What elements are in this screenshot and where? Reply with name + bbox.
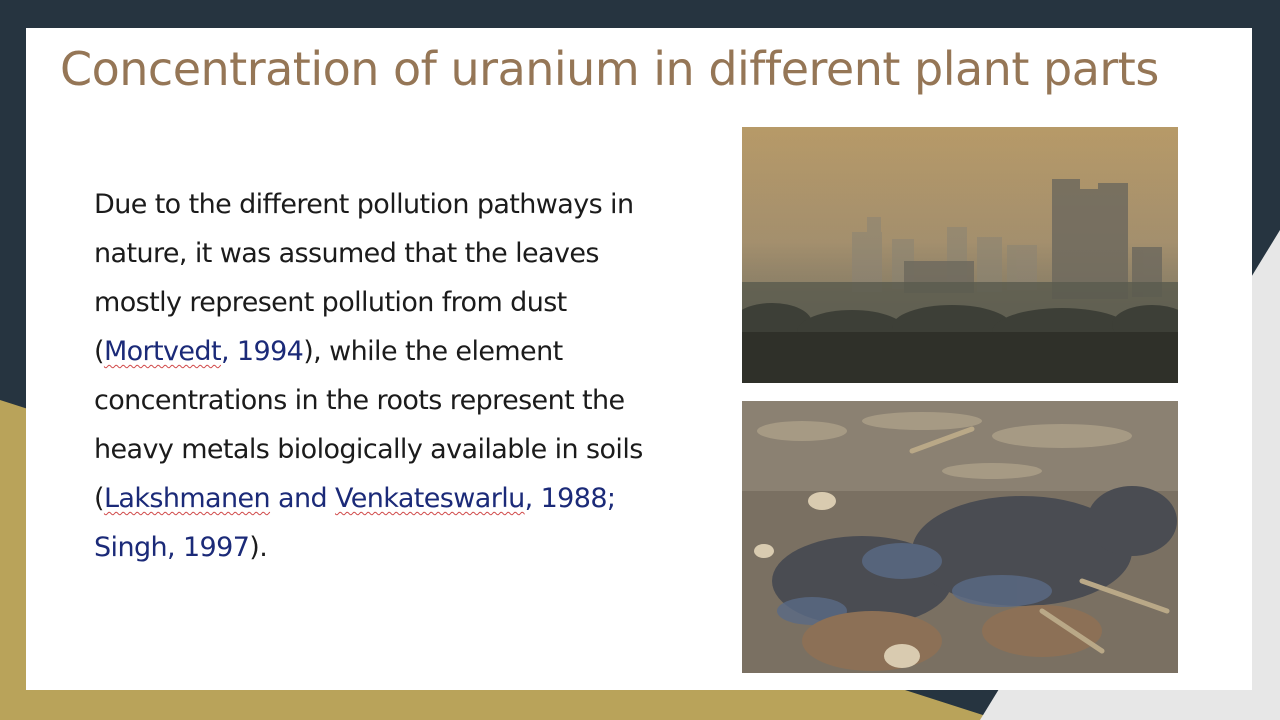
burnt-debris-image [742, 401, 1178, 673]
citation-lakshmanen[interactable]: Lakshmanen [103, 483, 271, 514]
slide-body-text [94, 180, 694, 572]
citation-and[interactable]: and [270, 483, 335, 514]
citation-mortvedt[interactable]: Mortvedt [103, 336, 221, 367]
citation-years[interactable]: , 1988; Singh, 1997 [94, 483, 616, 563]
citation-venkateswarlu[interactable]: Venkateswarlu [335, 483, 525, 514]
body-text-part2: ), while the element concentrations in the roots represent the heavy metals biologically available in soils ( [94, 336, 643, 514]
burnt-debris-graphic [742, 401, 1178, 673]
body-text-part3: ). [249, 532, 268, 563]
citation-mortvedt-year[interactable]: , 1994 [220, 336, 304, 367]
slide-canvas [26, 28, 1252, 690]
smog-skyline-graphic [742, 127, 1178, 383]
smog-skyline-image [742, 127, 1178, 383]
slide-title: Concentration of uranium in different plant parts [60, 42, 1159, 96]
body-text-part1: Due to the different pollution pathways in nature, it was assumed that the leaves mostly represent pollution from dust ( [94, 189, 634, 367]
